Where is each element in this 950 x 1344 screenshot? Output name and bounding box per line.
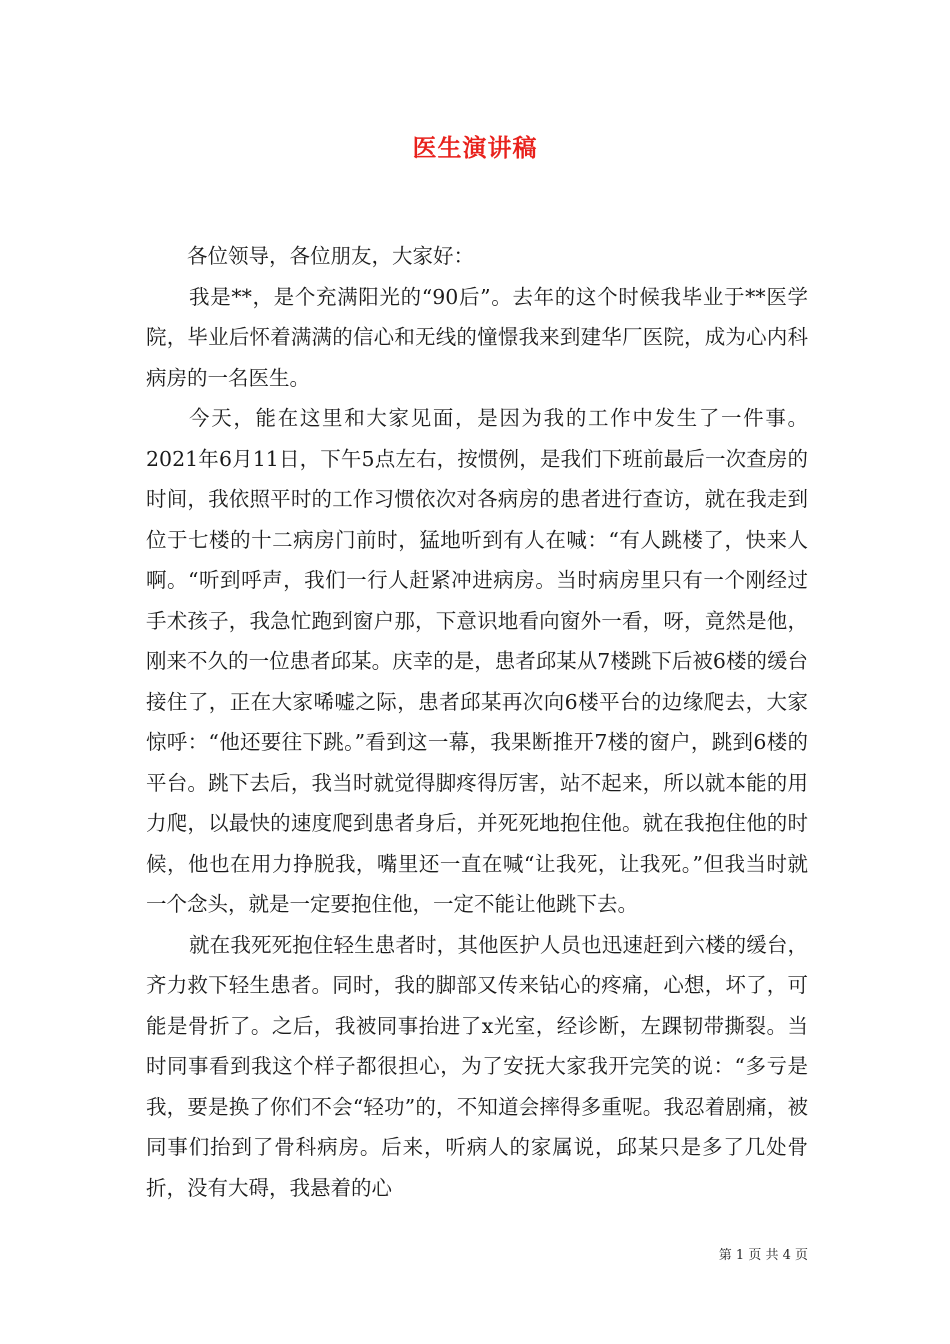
greeting-paragraph: 各位领导，各位朋友，大家好： bbox=[187, 244, 474, 268]
body-paragraph-3: 就在我死死抱住轻生患者时，其他医护人员也迅速赶到六楼的缓台，齐力救下轻生患者。同时，我的脚部又传来钻心的疼痛，心想，坏了，可能是骨折了。之后，我被同事抬进了x光室，经诊断，左踝韧带撕裂。当时同事看到我这个样子都很担心，为了安抚大家我开完笑的说：“多亏是我，要是换了你们不会“轻功”的，不知道会摔得多重呢。我忍着剧痛，被同事们抬到了骨科病房。后来，听病人的家属说，邱某只是多了几处骨折，没有大碍，我悬着的心 bbox=[146, 932, 808, 1200]
document-body bbox=[146, 236, 808, 1208]
body-paragraph-1: 我是**，是个充满阳光的“90后”。去年的这个时候我毕业于**医学院，毕业后怀着满满的信心和无线的憧憬我来到建华厂医院，成为心内科病房的一名医生。 bbox=[146, 284, 808, 390]
document-title: 医生演讲稿 bbox=[412, 133, 538, 162]
body-paragraph-2: 今天，能在这里和大家见面，是因为我的工作中发生了一件事。2021年6月11日，下午5点左右，按惯例，是我们下班前最后一次查房的时间，我依照平时的工作习惯依次对各病房的患者进行查访，就在我走到位于七楼的十二病房门前时，猛地听到有人在喊：“有人跳楼了，快来人啊。“听到呼声，我们一行人赶紧冲进病房。当时病房里只有一个刚经过手术孩子，我急忙跑到窗户那，下意识地看向窗外一看，呀，竟然是他，刚来不久的一位患者邱某。庆幸的是，患者邱某从7楼跳下后被6楼的缓台接住了，正在大家唏嘘之际，患者邱某再次向6楼平台的边缘爬去，大家惊呼：“他还要往下跳。”看到这一幕，我果断推开7楼的窗户，跳到6楼的平台。跳下去后，我当时就觉得脚疼得厉害，站不起来，所以就本能的用力爬，以最快的速度爬到患者身后，并死死地抱住他。就在我抱住他的时候，他也在用力挣脱我，嘴里还一直在喊“让我死，让我死。”但我当时就一个念头，就是一定要抱住他，一定不能让他跳下去。 bbox=[146, 406, 808, 916]
page-number-footer: 第 1 页 共 4 页 bbox=[718, 1248, 808, 1263]
